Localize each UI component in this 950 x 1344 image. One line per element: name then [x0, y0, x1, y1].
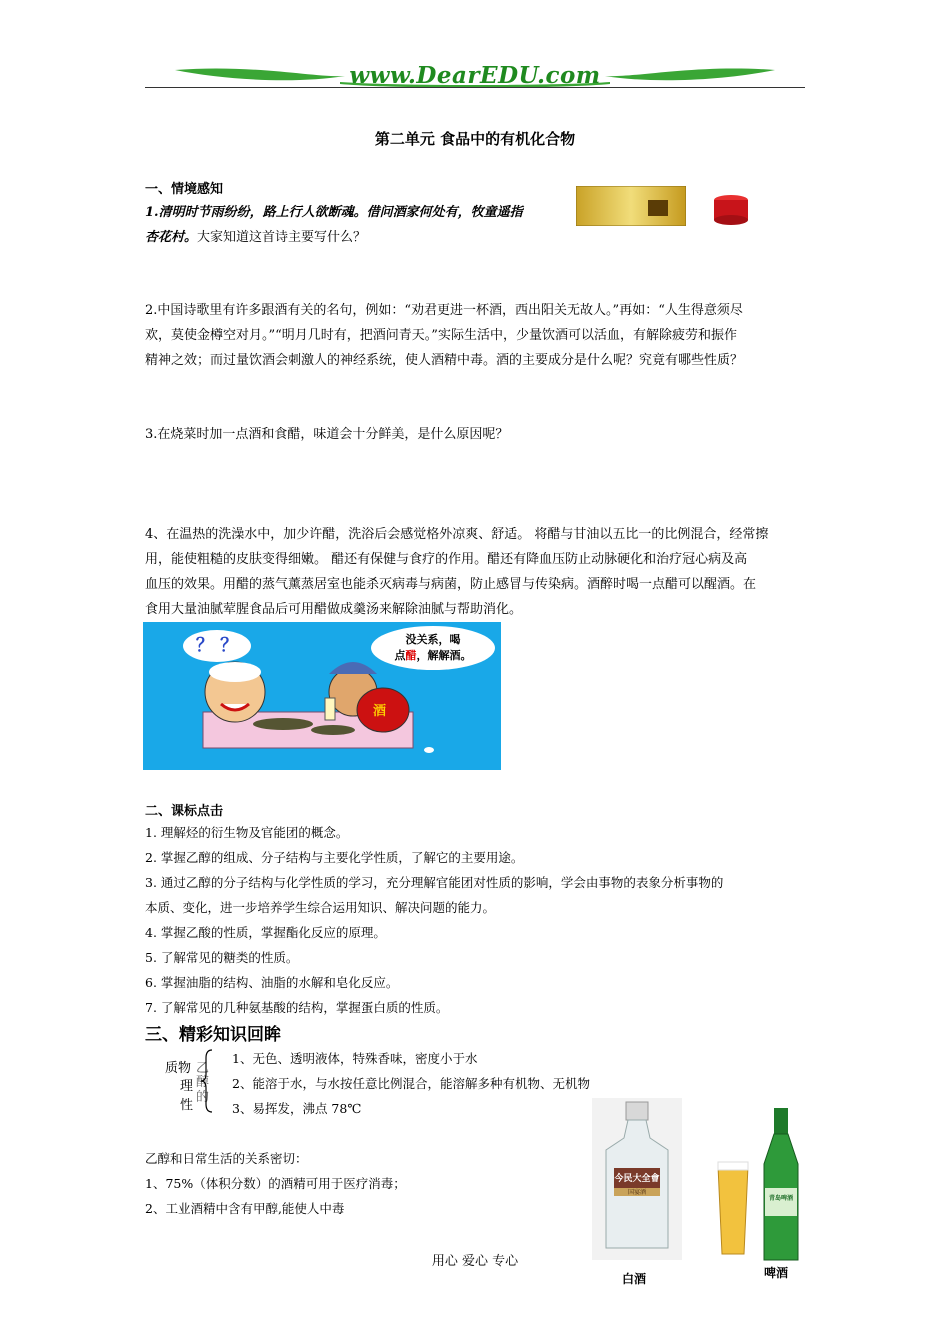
- section1-item4: [145, 522, 810, 622]
- list-item: 7. 了解常见的几种氨基酸的结构，掌握蛋白质的性质。: [145, 1000, 449, 1015]
- page-title: 第二单元 食品中的有机化合物: [374, 130, 576, 148]
- baijiu-sublabel: 国宴酒: [627, 1189, 646, 1196]
- brace-label-3: 性: [180, 1098, 194, 1113]
- bubble-red-word: 醋: [405, 649, 417, 662]
- baijiu-label: 今民大全會: [614, 1174, 660, 1184]
- bubble-line2-post: ，解解酒。: [416, 649, 472, 662]
- list-item: 4. 掌握乙酸的性质，掌握酯化反应的原理。: [145, 925, 386, 940]
- poem-line1: 1.清明时节雨纷纷，路上行人欲断魂。借问酒家何处有，牧童遥指: [145, 205, 523, 220]
- list-item: 6. 掌握油脂的结构、油脂的水解和皂化反应。: [145, 975, 399, 990]
- list-item: 5. 了解常见的糖类的性质。: [145, 950, 299, 965]
- item2-line: 欢，莫使金樽空对月。”“明月几时有，把酒问青天。”实际生活中，少量饮酒可以活血，有解除疲劳和振作: [145, 328, 737, 343]
- list-item: 本质、变化，进一步培养学生综合运用知识、解决问题的能力。: [145, 900, 496, 915]
- brace-label-1: 质物: [165, 1061, 192, 1076]
- daily-life-section: [145, 1146, 575, 1221]
- question-bubble: ？ ？: [183, 630, 251, 662]
- speech-bubble: [371, 626, 495, 670]
- brace-label-2: 理: [180, 1079, 194, 1094]
- vinegar-cartoon: [143, 622, 501, 770]
- baijiu-caption: 白酒: [622, 1272, 647, 1286]
- daily-item: 1、75%（体积分数）的酒精可用于医疗消毒；: [145, 1176, 406, 1191]
- brace-overlay-3: 的: [196, 1090, 210, 1105]
- item2-line: 2.中国诗歌里有许多跟酒有关的名句，例如：“劝君更进一杯酒，西出阳关无故人。”再如：“人生得意须尽: [145, 303, 743, 318]
- section1-heading: 一、情境感知: [145, 182, 224, 197]
- beer-caption: 啤酒: [764, 1266, 789, 1280]
- section1-item3: 3.在烧菜时加一点酒和食醋，味道会十分鲜美，是什么原因呢？: [145, 427, 509, 442]
- item4-line: 食用大量油腻荤腥食品后可用醋做成羹汤来解除油腻与帮助消化。: [145, 602, 523, 617]
- page-footer: 用心 爱心 专心: [431, 1254, 519, 1269]
- header-rule: [145, 87, 805, 88]
- header-logo-text[interactable]: www.DearEDU.com: [349, 62, 601, 89]
- property-item: 3、易挥发，沸点 78℃: [232, 1101, 362, 1116]
- item4-line: 血压的效果。用醋的蒸气薰蒸居室也能杀灭病毒与病菌，防止感冒与传染病。酒醉时喝一点醋可以醒酒。在: [145, 577, 757, 592]
- item1-question: 大家知道这首诗主要写什么？: [197, 230, 367, 245]
- jar-label: 酒: [373, 704, 387, 719]
- daily-intro: 乙醇和日常生活的关系密切：: [145, 1151, 308, 1166]
- wine-box-image: [576, 186, 686, 226]
- section2-list: [145, 820, 810, 1020]
- beer-image: [714, 1104, 814, 1264]
- curly-brace-icon: [200, 1048, 214, 1114]
- section1-item2: [145, 298, 810, 373]
- list-item: 3. 通过乙醇的分子结构与化学性质的学习，充分理解官能团对性质的影响，学会由事物的表象分析事物的: [145, 875, 724, 890]
- brace-overlay-2: 醇: [196, 1075, 210, 1090]
- item2-line: 精神之效；而过量饮酒会刺激人的神经系统，使人酒精中毒。酒的主要成分是什么呢？究竟有哪些性质？: [145, 353, 744, 368]
- beer-label: 青岛啤酒: [768, 1195, 793, 1202]
- brace-overlay-1: 乙: [196, 1061, 210, 1076]
- bottle-cap-image: [711, 193, 751, 225]
- poem-line2: 杏花村。: [145, 230, 198, 245]
- item4-line: 用，能使粗糙的皮肤变得细嫩。 醋还有保健与食疗的作用。醋还有降血压防止动脉硬化和治疗冠心病及高: [145, 552, 748, 567]
- section3-heading: 三、精彩知识回眸: [145, 1025, 281, 1045]
- property-item: 2、能溶于水，与水按任意比例混合，能溶解多种有机物、无机物: [232, 1076, 590, 1091]
- section1-item1: [145, 200, 565, 250]
- daily-item: 2、工业酒精中含有甲醇,能使人中毒: [145, 1201, 345, 1216]
- list-item: 1. 理解烃的衍生物及官能团的概念。: [145, 825, 349, 840]
- baijiu-image: [592, 1098, 682, 1260]
- section2-heading: 二、课标点击: [145, 804, 224, 819]
- bubble-line1: 没关系，喝: [405, 633, 461, 646]
- bubble-line2: [371, 648, 495, 664]
- item4-line: 4、在温热的洗澡水中，加少许醋，洗浴后会感觉格外凉爽、舒适。 将醋与甘油以五比一的比例混合，经常擦: [145, 527, 769, 542]
- list-item: 2. 掌握乙醇的组成、分子结构与主要化学性质，了解它的主要用途。: [145, 850, 524, 865]
- property-item: 1、无色、透明液体，特殊香味，密度小于水: [232, 1051, 478, 1066]
- bubble-line2-pre: 点: [394, 649, 406, 662]
